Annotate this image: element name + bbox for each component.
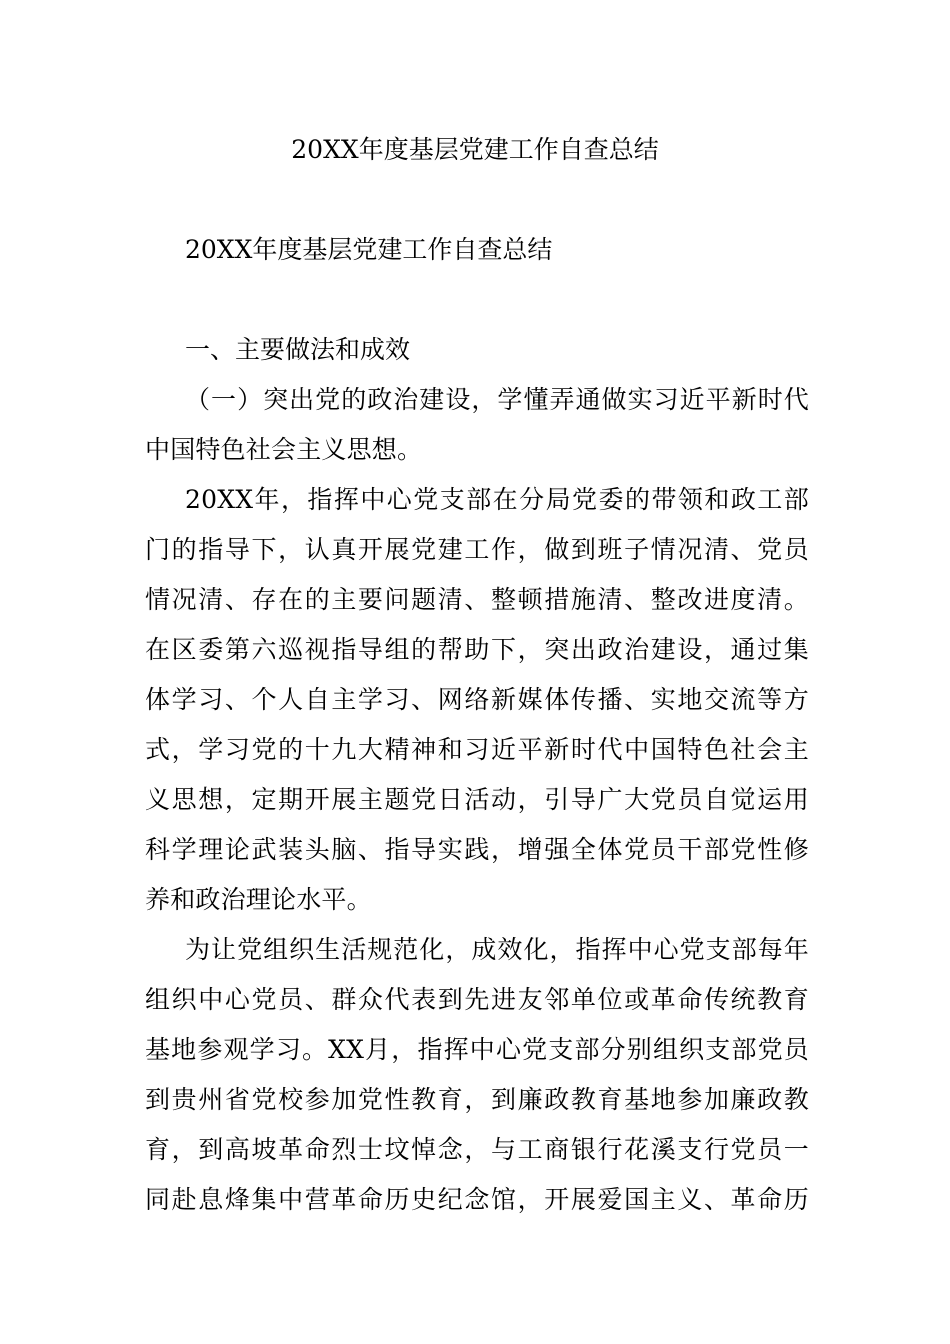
document-title: 20XX年度基层党建工作自查总结 (291, 135, 659, 164)
body-line: 门的指导下，认真开展党建工作，做到班子情况清、党员 (145, 535, 809, 564)
body-line: （一）突出党的政治建设，学懂弄通做实习近平新时代 (185, 385, 809, 414)
body-line: 式，学习党的十九大精神和习近平新时代中国特色社会主 (145, 735, 809, 764)
body-line: 情况清、存在的主要问题清、整顿措施清、整改进度清。 (145, 585, 809, 614)
body-line: 组织中心党员、群众代表到先进友邻单位或革命传统教育 (145, 985, 809, 1014)
body-line: 在区委第六巡视指导组的帮助下，突出政治建设，通过集 (145, 635, 809, 664)
document-subtitle: 20XX年度基层党建工作自查总结 (185, 235, 553, 264)
body-line: 为让党组织生活规范化，成效化，指挥中心党支部每年 (185, 935, 809, 964)
body-line: 体学习、个人自主学习、网络新媒体传播、实地交流等方 (145, 685, 809, 714)
body-line: 科学理论武装头脑、指导实践，增强全体党员干部党性修 (145, 835, 809, 864)
body-line: 中国特色社会主义思想。 (145, 435, 423, 464)
body-line: 到贵州省党校参加党性教育，到廉政教育基地参加廉政教 (145, 1085, 809, 1114)
body-line: 养和政治理论水平。 (145, 885, 372, 914)
body-text (145, 378, 809, 1228)
section-heading: 一、主要做法和成效 (185, 335, 411, 364)
body-line: 义思想，定期开展主题党日活动，引导广大党员自觉运用 (145, 785, 809, 814)
body-line: 育，到高坡革命烈士坟悼念，与工商银行花溪支行党员一 (145, 1135, 809, 1164)
body-line: 同赴息烽集中营革命历史纪念馆，开展爱国主义、革命历 (145, 1185, 809, 1214)
body-line: 20XX年，指挥中心党支部在分局党委的带领和政工部 (185, 485, 809, 514)
body-line: 基地参观学习。XX月，指挥中心党支部分别组织支部党员 (145, 1035, 809, 1064)
